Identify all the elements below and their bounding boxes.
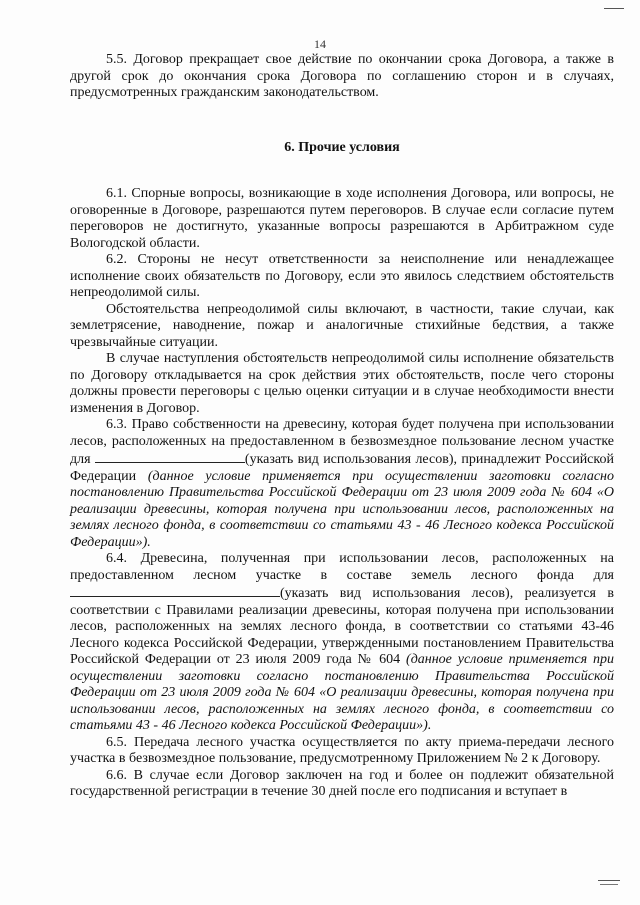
clause-6-3-note: (данное условие применяется при осуществлении заготовки согласно постановлению Правительства Российской Федерации от 23 июля 2009 года № 604 «О реализации древесины, которая получена при использовании лесов, расположенных на землях лесного фонда, в соответствии со статьями 43 - 46 Лесного кодекса Российской Федерации»). [70,468,614,550]
clause-6-4 [70,551,614,735]
clause-6-4-text: 6.4. Древесина, полученная при использовании лесов, расположенных на предоставленном лесном участке в составе земель лесного фонда для [70,551,614,583]
clause-6-5: 6.5. Передача лесного участка осуществляется по акту приема-передачи лесного участка в безвозмездное пользование, предусмотренному Приложением № 2 к Договору. [70,734,614,766]
fill-in-blank [95,450,245,463]
section-heading: 6. Прочие условия [284,139,400,155]
page-number: 14 [314,37,326,51]
scan-mark [598,880,620,881]
scan-mark [600,884,618,885]
clause-5-5: 5.5. Договор прекращает свое действие по окончании срока Договора, а также в другой срок до окончания срока Договора по соглашению сторон и в случаях, предусмотренных гражданским законодательством. [70,52,614,100]
clause-6-2: 6.2. Стороны не несут ответственности за неисполнение или ненадлежащее исполнение своих обязательств по Договору, если это явилось следствием обстоятельств непреодолимой силы. [70,252,614,300]
clause-6-2-force-majeure: Обстоятельства непреодолимой силы включают, в частности, такие случаи, как землетрясение, наводнение, пожар и аналогичные стихийные бедствия, а также чрезвычайные ситуации. [70,301,614,350]
fill-in-blank [70,584,280,597]
scan-mark [604,8,624,9]
clause-6-2-postpone: В случае наступления обстоятельств непреодолимой силы исполнение обязательств по Договору откладывается на срок действия этих обстоятельств, после чего стороны должны провести переговоры с целью оценки ситуации и в случае необходимости внести изменения в Договор. [70,351,614,416]
clause-6-3 [70,417,614,551]
document-body [70,52,614,801]
clause-6-4-note: (данное условие применяется при осуществлении заготовки согласно постановлению Правительства Российской Федерации от 23 июля 2009 года № 604 «О реализации древесины, которая получена при использовании лесов, расположенных на землях лесного фонда, в соответствии со статьями 43 - 46 Лесного кодекса Российской Федерации»). [70,652,614,733]
clause-6-6: 6.6. В случае если Договор заключен на год и более он подлежит обязательной государственной регистрации в течение 30 дней после его подписания и вступает в [70,767,614,799]
clause-6-3-hint: (указать вид использования лесов), принадлежит Российской Федерации [70,452,614,484]
clause-6-4-hint: (указать вид использования лесов), реализуется в соответствии с Правилами реализации древесины, которая получена при использовании лесов, расположенных на землях лесного фонда, в соответствии со статьями 43-46 Лесного кодекса Российской Федерации, утвержденными постановлением Правительства Российской Федерации от 23 июля 2009 года № 604 [70,586,614,667]
clause-6-3-text: 6.3. Право собственности на древесину, которая будет получена при использовании лесов, расположенных на предоставленном в безвозмездное пользование лесном участке для [70,417,614,467]
clause-6-1: 6.1. Спорные вопросы, возникающие в ходе исполнения Договора, или вопросы, не оговоренные в Договоре, разрешаются путем переговоров. В случае если согласие путем переговоров не достигнуто, указанные вопросы разрешаются в Арбитражном суде Вологодской области. [70,186,614,251]
